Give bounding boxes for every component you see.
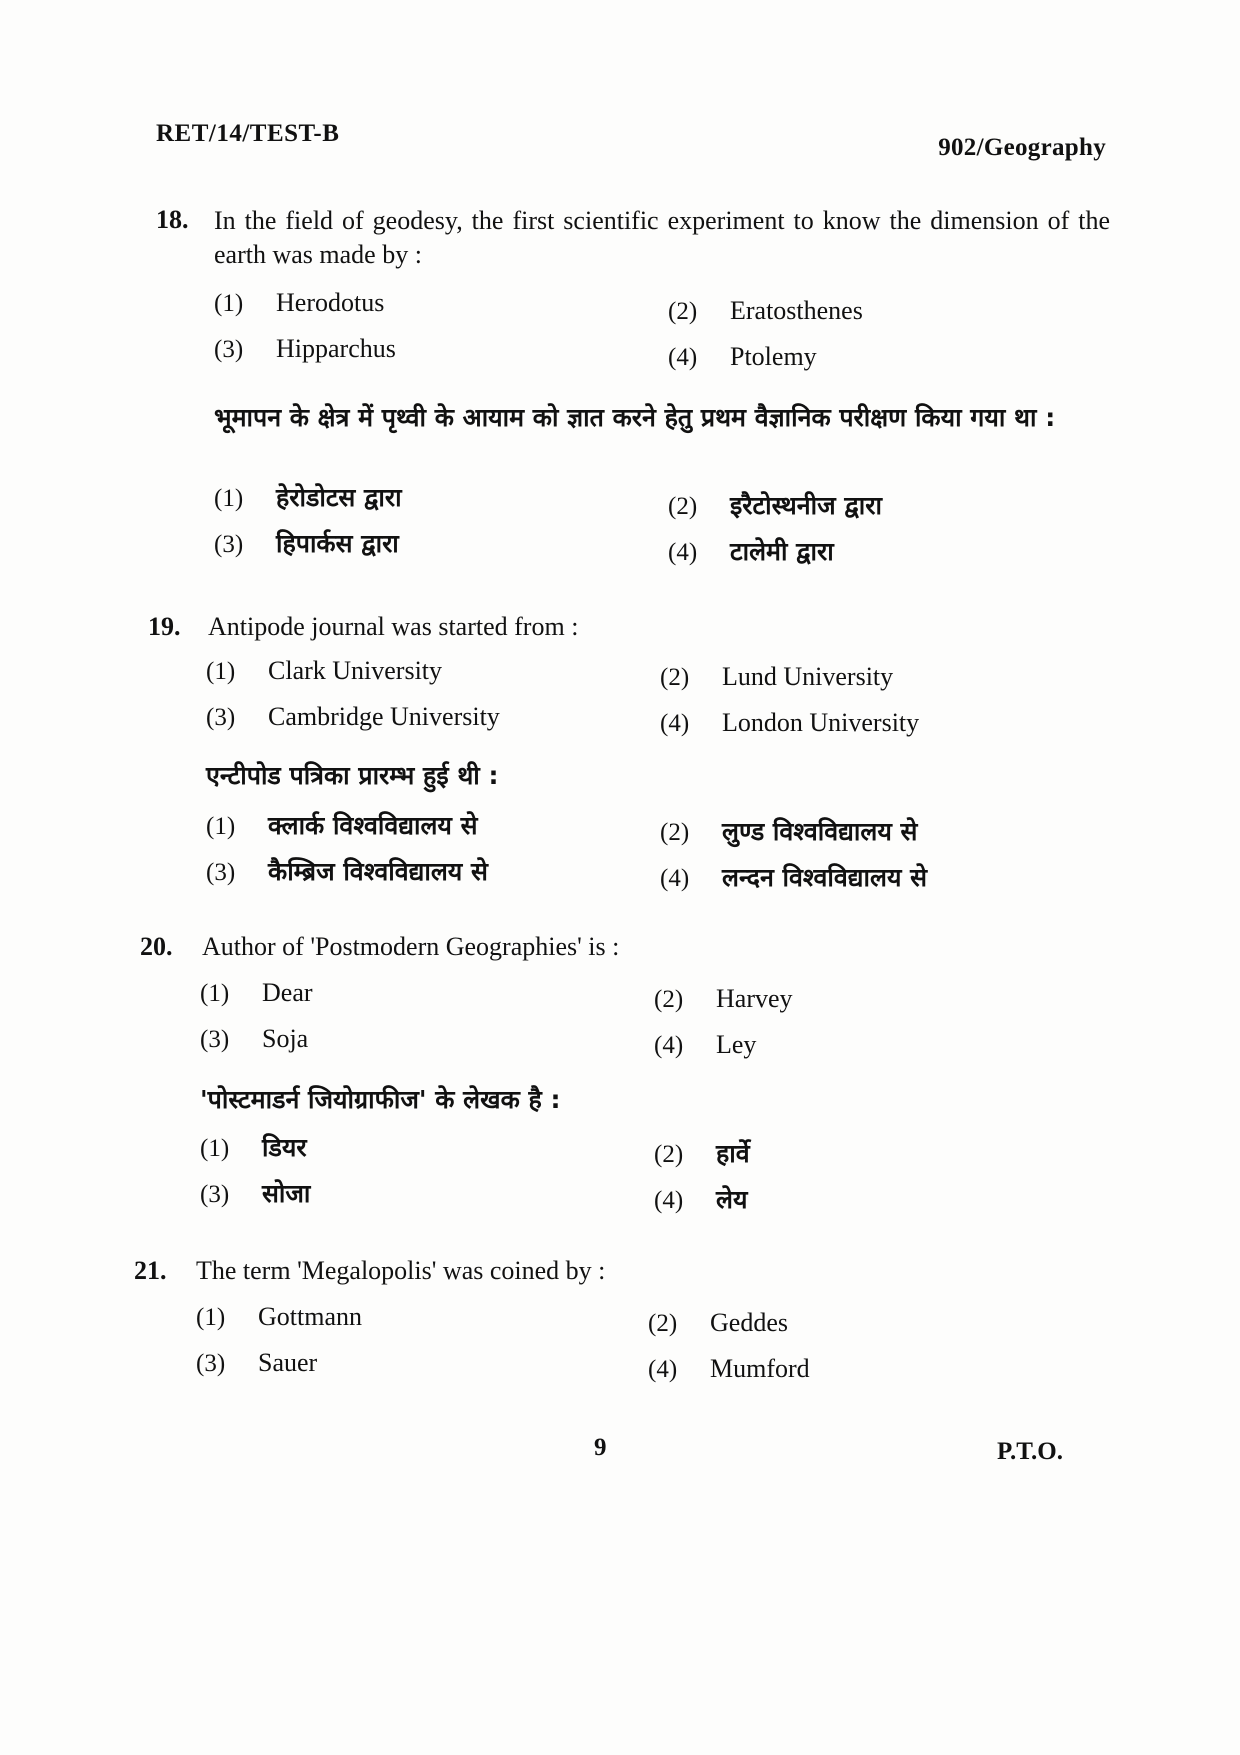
option-label: इरैटोस्थनीज द्वारा bbox=[730, 491, 882, 520]
option-number: (1) bbox=[200, 1135, 230, 1162]
option-number: (1) bbox=[214, 485, 244, 512]
question-text-en: Author of 'Postmodern Geographies' is : bbox=[202, 932, 620, 961]
option-number: (3) bbox=[206, 704, 236, 731]
option-number: (1) bbox=[206, 813, 236, 840]
question-text-en: In the field of geodesy, the first scientific experiment to know the dimension of the earth was made by : bbox=[214, 206, 1110, 269]
test-code: RET/14/TEST-B bbox=[156, 120, 340, 147]
option-label: हार्वे bbox=[716, 1139, 750, 1168]
option-2-hi bbox=[654, 1136, 750, 1170]
option-label: लन्दन विश्वविद्यालय से bbox=[722, 863, 928, 892]
option-number: (4) bbox=[648, 1356, 678, 1383]
option-4-hi bbox=[654, 1182, 747, 1216]
option-4-en bbox=[660, 708, 919, 738]
option-number: (3) bbox=[200, 1026, 230, 1053]
option-label: Clark University bbox=[268, 656, 443, 685]
option-2-hi bbox=[660, 814, 917, 848]
option-4-hi bbox=[660, 860, 927, 894]
option-label: Ptolemy bbox=[730, 342, 817, 371]
question-text-hi: 'पोस्टमाडर्न जियोग्राफीज' के लेखक है : bbox=[200, 1085, 561, 1114]
option-label: Hipparchus bbox=[276, 334, 396, 363]
option-label: सोजा bbox=[262, 1179, 311, 1208]
option-number: (2) bbox=[654, 986, 684, 1013]
option-1-en bbox=[206, 656, 442, 686]
option-4-en bbox=[654, 1030, 756, 1060]
question-text-en: The term 'Megalopolis' was coined by : bbox=[196, 1256, 606, 1285]
pto-label: P.T.O. bbox=[997, 1438, 1063, 1465]
option-label: Geddes bbox=[710, 1308, 788, 1337]
option-1-en bbox=[214, 288, 384, 318]
option-number: (3) bbox=[214, 531, 244, 558]
option-number: (1) bbox=[200, 980, 230, 1007]
option-number: (3) bbox=[206, 859, 236, 886]
option-number: (4) bbox=[654, 1032, 684, 1059]
option-3-en bbox=[206, 702, 500, 732]
option-label: Mumford bbox=[710, 1354, 810, 1383]
option-3-hi bbox=[206, 854, 488, 888]
option-2-en bbox=[660, 662, 893, 692]
subject-code: 902/Geography bbox=[938, 134, 1106, 161]
option-number: (2) bbox=[654, 1141, 684, 1168]
option-number: (2) bbox=[668, 298, 698, 325]
option-2-hi bbox=[668, 488, 882, 522]
question-number: 20. bbox=[140, 932, 173, 961]
option-label: Dear bbox=[262, 978, 313, 1007]
page-number: 9 bbox=[594, 1434, 607, 1461]
option-label: टालेमी द्वारा bbox=[730, 537, 834, 566]
option-number: (4) bbox=[654, 1187, 684, 1214]
option-number: (2) bbox=[668, 493, 698, 520]
option-number: (4) bbox=[660, 865, 690, 892]
option-label: Soja bbox=[262, 1024, 309, 1053]
option-3-hi bbox=[214, 526, 399, 560]
option-2-en bbox=[654, 984, 793, 1014]
option-number: (4) bbox=[668, 344, 698, 371]
option-label: डियर bbox=[262, 1133, 307, 1162]
question-text-hi: एन्टीपोड पत्रिका प्रारम्भ हुई थी : bbox=[206, 761, 499, 790]
option-3-en bbox=[214, 334, 396, 364]
option-number: (3) bbox=[196, 1350, 226, 1377]
option-number: (2) bbox=[660, 819, 690, 846]
option-number: (1) bbox=[196, 1304, 226, 1331]
option-label: लुण्ड विश्वविद्यालय से bbox=[722, 817, 918, 846]
option-1-hi bbox=[200, 1130, 307, 1164]
option-label: हेरोडोटस द्वारा bbox=[276, 483, 402, 512]
option-label: क्लार्क विश्वविद्यालय से bbox=[268, 811, 478, 840]
option-label: Lund University bbox=[722, 662, 894, 691]
option-3-en bbox=[200, 1024, 308, 1054]
option-4-en bbox=[648, 1354, 810, 1384]
option-number: (4) bbox=[668, 539, 698, 566]
option-number: (1) bbox=[214, 290, 244, 317]
question-text-hi: भूमापन के क्षेत्र में पृथ्वी के आयाम को ज्ञात करने हेतु प्रथम वैज्ञानिक परीक्षण किया गया था : bbox=[214, 403, 1056, 432]
option-3-en bbox=[196, 1348, 317, 1378]
option-number: (4) bbox=[660, 710, 690, 737]
option-label: Eratosthenes bbox=[730, 296, 863, 325]
option-4-en bbox=[668, 342, 817, 372]
option-number: (3) bbox=[214, 336, 244, 363]
option-number: (2) bbox=[648, 1310, 678, 1337]
option-1-hi bbox=[214, 480, 402, 514]
option-1-en bbox=[200, 978, 313, 1008]
option-label: Cambridge University bbox=[268, 702, 500, 731]
question-number: 18. bbox=[156, 205, 189, 234]
option-label: Herodotus bbox=[276, 288, 385, 317]
option-1-hi bbox=[206, 808, 478, 842]
question-number: 21. bbox=[134, 1256, 167, 1285]
option-4-hi bbox=[668, 534, 834, 568]
option-3-hi bbox=[200, 1176, 310, 1210]
option-number: (1) bbox=[206, 658, 236, 685]
question-text-en: Antipode journal was started from : bbox=[208, 612, 579, 641]
option-number: (2) bbox=[660, 664, 690, 691]
option-label: Gottmann bbox=[258, 1302, 362, 1331]
option-label: London University bbox=[722, 708, 920, 737]
option-1-en bbox=[196, 1302, 362, 1332]
option-number: (3) bbox=[200, 1181, 230, 1208]
option-label: लेय bbox=[716, 1185, 748, 1214]
option-label: Sauer bbox=[258, 1348, 318, 1377]
option-label: Harvey bbox=[716, 984, 793, 1013]
option-2-en bbox=[668, 296, 863, 326]
question-number: 19. bbox=[148, 612, 181, 641]
option-label: Ley bbox=[716, 1030, 757, 1059]
option-label: हिपार्कस द्वारा bbox=[276, 529, 399, 558]
option-label: कैम्ब्रिज विश्वविद्यालय से bbox=[268, 857, 488, 886]
option-2-en bbox=[648, 1308, 788, 1338]
